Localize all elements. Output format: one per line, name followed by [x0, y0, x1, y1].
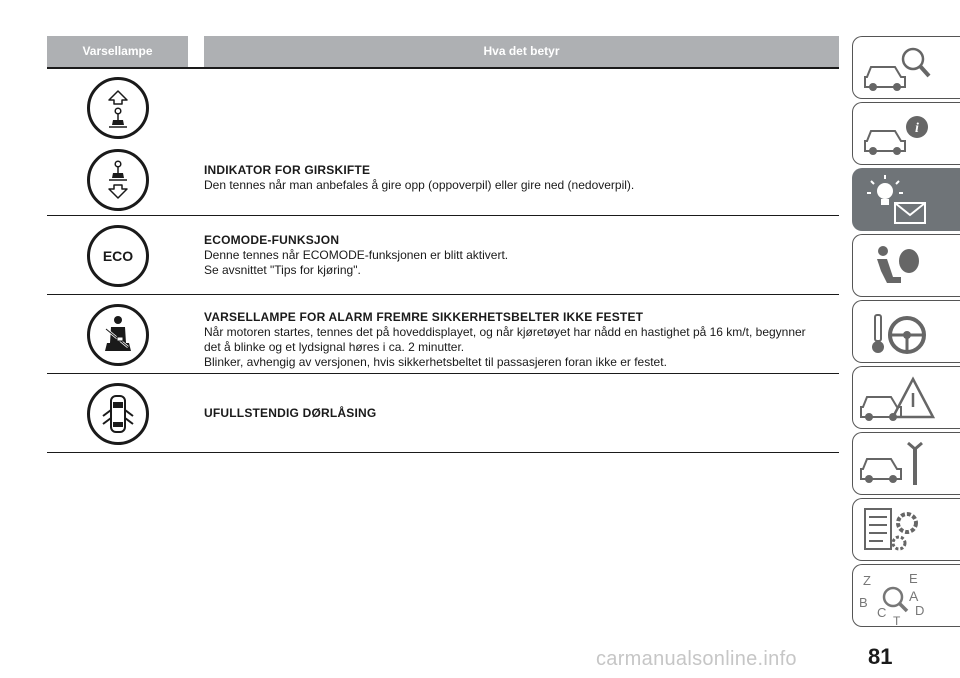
row-text: Når motoren startes, tennes det på hoveddisplayet, og når kjøretøyet har nådd en hastighet på 16 km/t, begynner — [204, 325, 806, 339]
warning-light-message-icon — [853, 169, 960, 232]
tab-car-info[interactable] — [852, 102, 960, 165]
door-open-icon — [87, 383, 149, 445]
row-title: ECOMODE-FUNKSJON — [204, 233, 340, 247]
svg-text:i: i — [915, 121, 919, 136]
row-text: Denne tennes når ECOMODE-funksjonen er blitt aktivert. — [204, 248, 509, 262]
page-number: 81 — [868, 644, 893, 669]
header-warning-light: Varsellampe — [47, 36, 188, 67]
tab-maintenance[interactable] — [852, 432, 960, 495]
tab-emergency[interactable] — [852, 366, 960, 429]
row-title: VARSELLAMPE FOR ALARM FREMRE SIKKERHETSBELTER IKKE FESTET — [204, 310, 644, 324]
tab-starting-driving[interactable] — [852, 300, 960, 363]
key-steering-wheel-icon — [853, 301, 960, 364]
eco-icon — [87, 225, 149, 287]
specs-gear-icon — [853, 499, 960, 562]
car-info-icon — [853, 103, 960, 166]
row-text: Blinker, avhengig av versjonen, hvis sikkerhetsbeltet til passasjeren foran ikke er festet. — [204, 355, 667, 369]
gear-shift-up-icon — [87, 77, 149, 139]
row-title: UFULLSTENDIG DØRLÅSING — [204, 406, 377, 420]
svg-text:E: E — [909, 571, 918, 586]
tab-safety[interactable] — [852, 234, 960, 297]
row-text: det å blinke og et lydsignal høres i ca. 2 minutter. — [204, 340, 465, 354]
tab-index[interactable] — [852, 564, 960, 627]
watermark: carmanualsonline.info — [596, 648, 797, 670]
row-title: INDIKATOR FOR GIRSKIFTE — [204, 163, 371, 177]
text-cell — [204, 233, 831, 278]
svg-text:D: D — [915, 603, 925, 618]
text-cell — [204, 310, 831, 370]
tab-warning-lights[interactable] — [852, 168, 960, 231]
gear-shift-down-icon — [87, 149, 149, 211]
svg-text:Z: Z — [863, 573, 871, 588]
tab-car-search[interactable] — [852, 36, 960, 99]
icon-cell — [47, 216, 188, 294]
svg-text:B: B — [859, 595, 868, 610]
text-cell — [204, 163, 831, 193]
car-wrench-icon — [853, 433, 960, 496]
row-text: Se avsnittet "Tips for kjøring". — [204, 263, 361, 277]
svg-text:A: A — [909, 588, 919, 604]
icon-cell — [47, 374, 188, 452]
car-breakdown-warning-icon — [853, 367, 960, 430]
text-cell — [204, 406, 831, 421]
tab-technical-data[interactable] — [852, 498, 960, 561]
table-row-gear-shift — [47, 69, 839, 216]
icon-cell — [47, 295, 188, 373]
seatbelt-icon — [87, 304, 149, 366]
alphabet-index-icon — [853, 565, 960, 628]
table-row-ecomode — [47, 216, 839, 295]
eco-label: ECO — [102, 248, 134, 264]
svg-text:T: T — [893, 614, 901, 628]
svg-text:C: C — [877, 605, 887, 620]
header-meaning: Hva det betyr — [204, 36, 839, 67]
warning-light-table — [47, 36, 839, 420]
table-header — [47, 36, 839, 67]
icon-cell — [47, 69, 188, 215]
table-row-seatbelt — [47, 295, 839, 374]
row-text: Den tennes når man anbefales å gire opp (oppoverpil) eller gire ned (nedoverpil). — [204, 178, 635, 192]
airbag-passenger-icon — [853, 235, 960, 298]
car-search-icon — [853, 37, 960, 100]
table-row-door-lock — [47, 374, 839, 453]
